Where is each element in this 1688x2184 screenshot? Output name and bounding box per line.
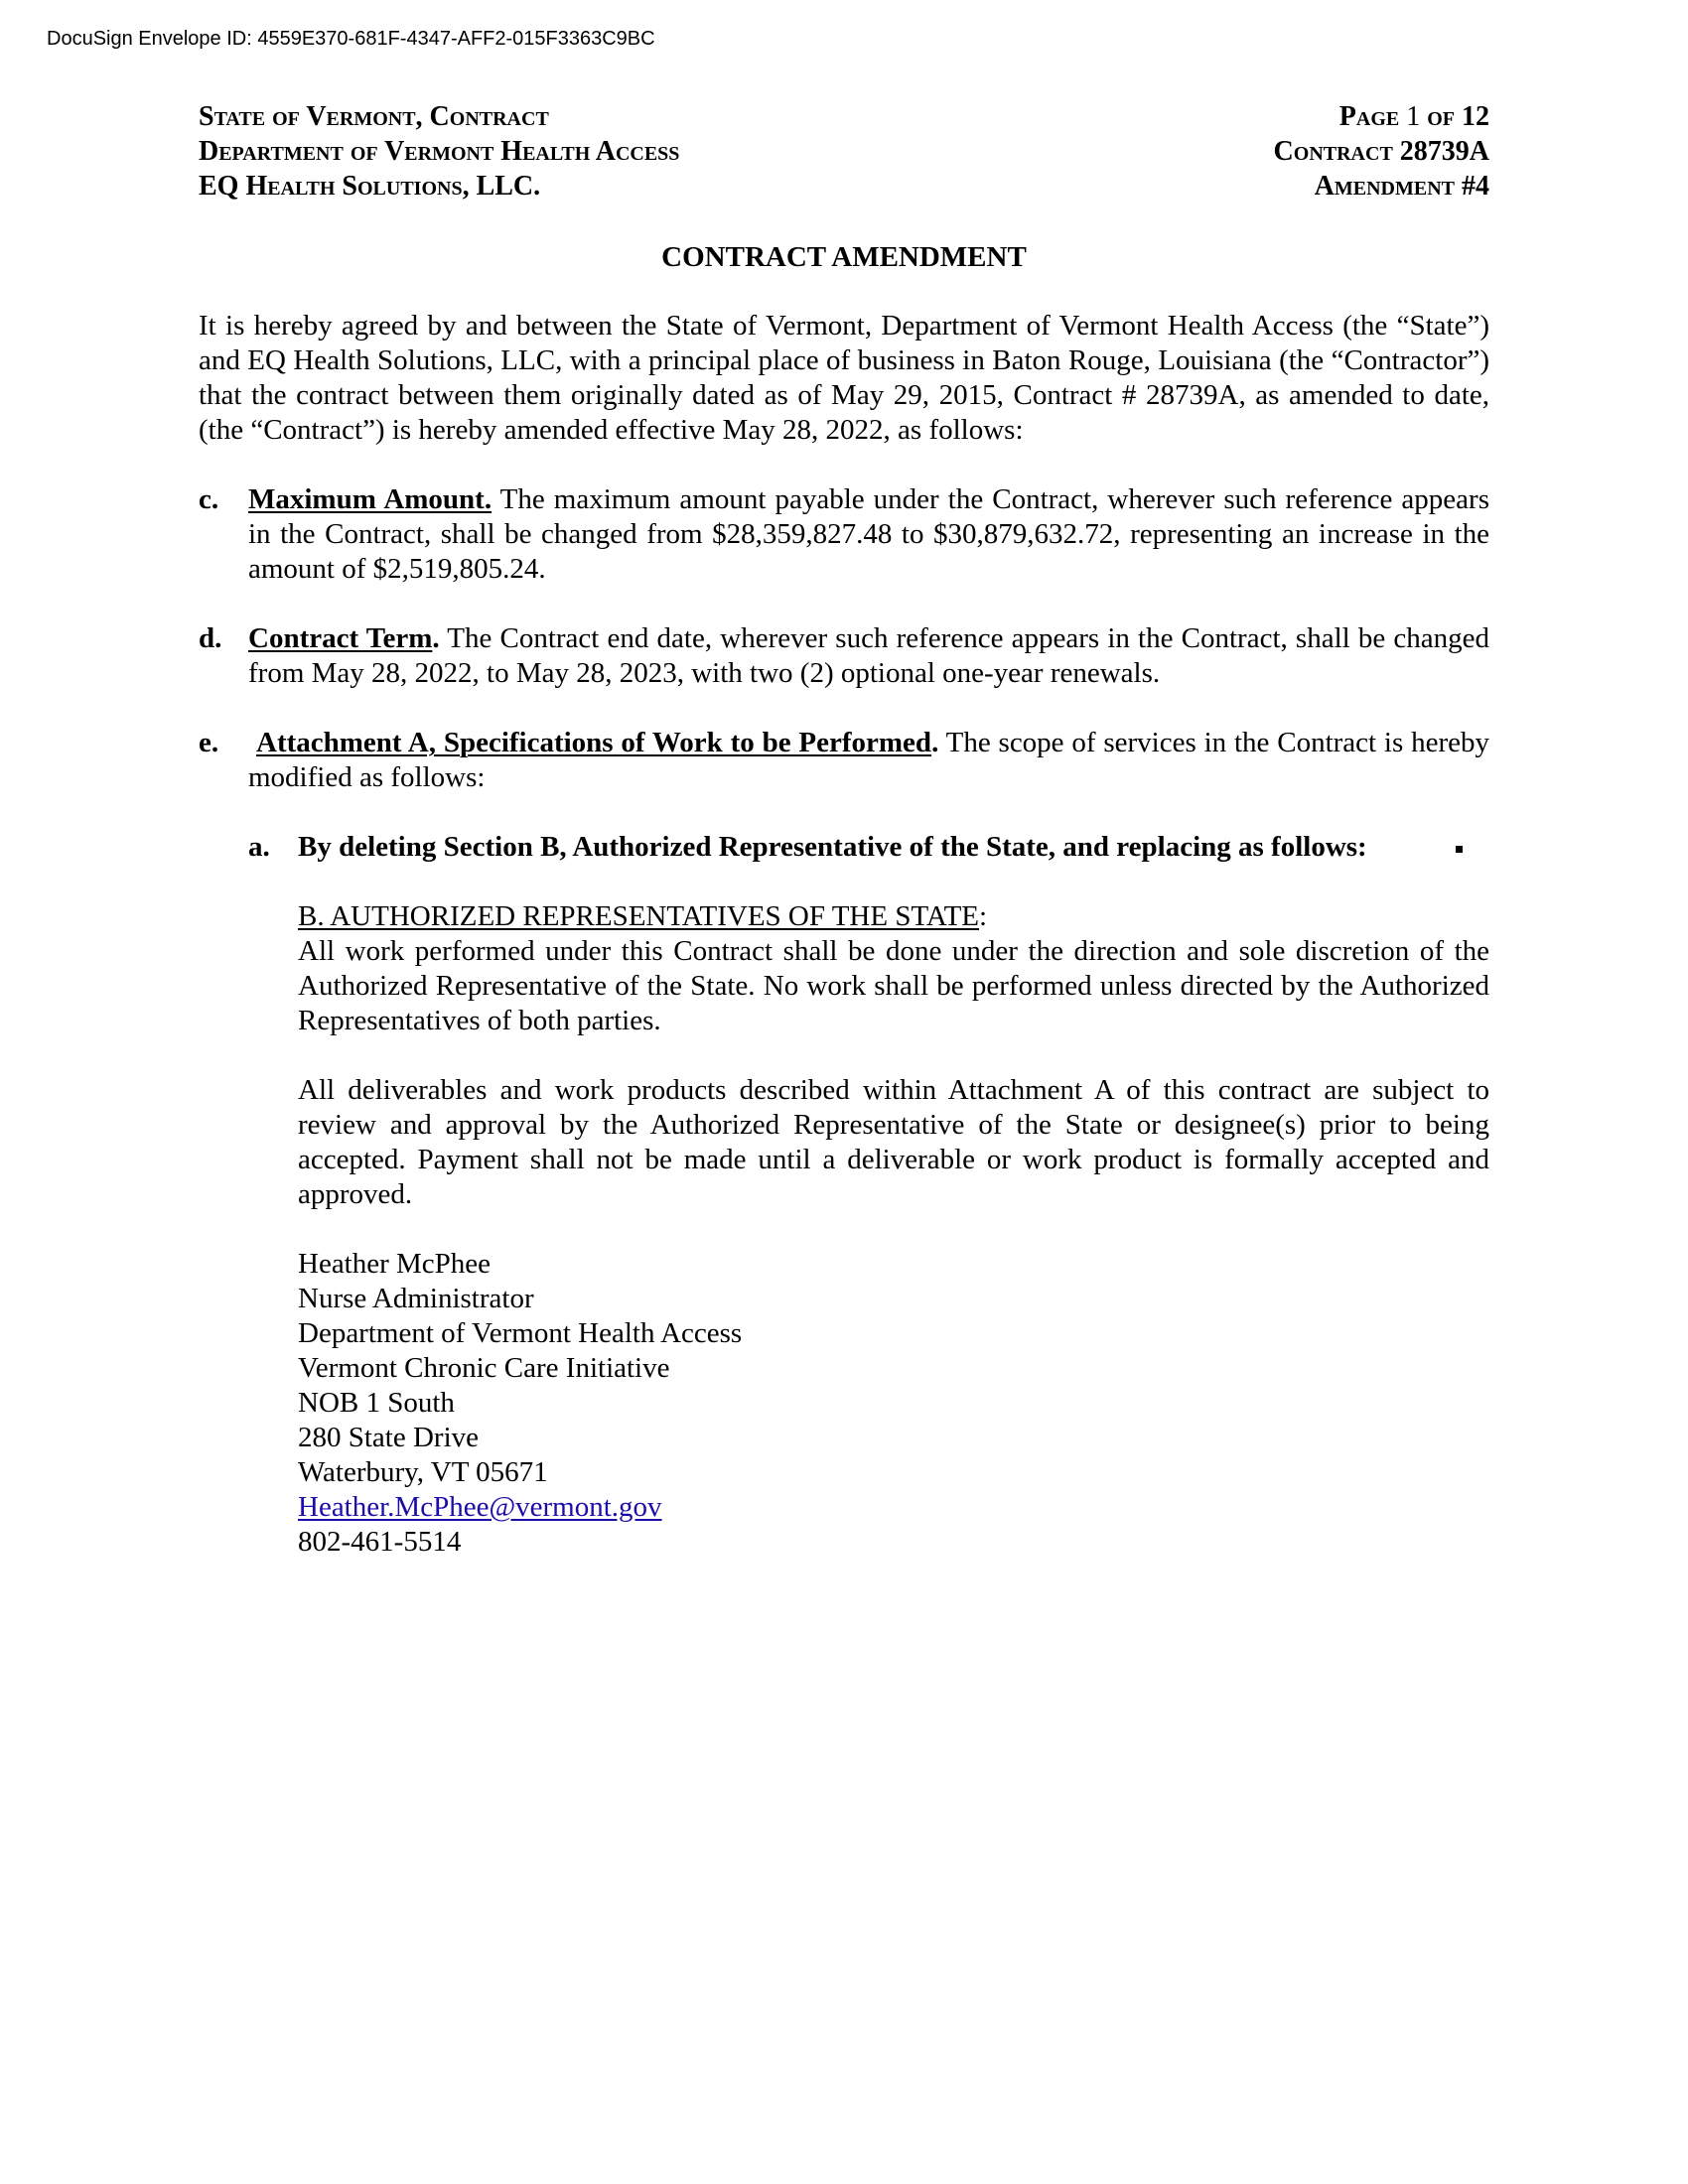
section-b xyxy=(199,899,1489,1560)
item-body xyxy=(248,621,1489,691)
item-marker: e. xyxy=(199,727,219,758)
page-indicator xyxy=(1274,99,1489,134)
contact-city: Waterbury, VT 05671 xyxy=(298,1456,548,1488)
section-b-title-suffix: : xyxy=(979,900,988,932)
item-contract-term xyxy=(199,621,1489,691)
contact-street: 280 State Drive xyxy=(298,1422,480,1453)
contact-role: Nurse Administrator xyxy=(298,1283,534,1314)
item-heading: Maximum Amount. xyxy=(248,483,492,515)
header-right xyxy=(1274,99,1489,204)
header-left xyxy=(199,99,679,204)
header-amendment-number: Amendment #4 xyxy=(1314,171,1489,202)
page-number: 1 xyxy=(1406,101,1421,132)
header-contract-number: Contract 28739A xyxy=(1273,136,1489,167)
item-text: The maximum amount payable under the Contract, wherever such reference appears in the Contract, shall be changed from $28,359,827.48 to $30,879,632.72, representing an increase in the amount of $2,519,805.24. xyxy=(248,483,1489,585)
item-heading-period: . xyxy=(432,622,440,654)
subitem-marker: a. xyxy=(248,831,270,863)
section-b-heading xyxy=(298,899,1489,934)
contact-phone: 802-461-5514 xyxy=(298,1526,462,1558)
item-body xyxy=(248,726,1489,795)
item-marker: d. xyxy=(199,622,222,654)
docusign-envelope-id: DocuSign Envelope ID: 4559E370-681F-4347-AFF2-015F3363C9BC xyxy=(47,28,655,50)
item-heading: Attachment A, Specifications of Work to be Performed xyxy=(256,727,932,758)
section-b-paragraph-2: All deliverables and work products described within Attachment A of this contract are subject to review and approval by the Authorized Representative of the State or designee(s) prior to being accepted. Payment shall not be made until a deliverable or work product is formally accepted and approved. xyxy=(298,1074,1489,1210)
item-heading: Contract Term xyxy=(248,622,433,654)
item-body xyxy=(248,482,1489,587)
document-title: CONTRACT AMENDMENT xyxy=(661,241,1027,273)
item-marker: c. xyxy=(199,483,219,515)
item-attachment-a xyxy=(199,726,1489,795)
item-heading-period: . xyxy=(931,727,939,758)
header-state-contract: State of Vermont, Contract xyxy=(199,101,549,132)
subitem-text: By deleting Section B, Authorized Representative of the State, and replacing as follows: xyxy=(298,831,1367,863)
contact-name: Heather McPhee xyxy=(298,1248,492,1280)
item-text: The scope of services in the Contract is hereby modified as follows: xyxy=(248,727,1489,793)
contact-program: Vermont Chronic Care Initiative xyxy=(298,1352,670,1384)
contact-block xyxy=(298,1247,1489,1560)
contact-email-link[interactable]: Heather.McPhee@vermont.gov xyxy=(298,1491,662,1523)
section-b-paragraph-1: All work performed under this Contract shall be done under the direction and sole discretion of the Authorized Representative of the State. No work shall be performed unless directed by the Authorized Representatives of both parties. xyxy=(298,935,1489,1036)
item-maximum-amount xyxy=(199,482,1489,587)
page-suffix: of 12 xyxy=(1420,101,1489,132)
item-text: The Contract end date, wherever such reference appears in the Contract, shall be changed from May 28, 2022, to May 28, 2023, with two (2) optional one-year renewals. xyxy=(248,622,1490,689)
stray-mark xyxy=(1456,846,1463,853)
header-contractor: EQ Health Solutions, LLC. xyxy=(199,171,541,202)
header-department: Department of Vermont Health Access xyxy=(199,136,680,167)
contact-department: Department of Vermont Health Access xyxy=(298,1317,743,1349)
document-body xyxy=(199,309,1489,1560)
intro-paragraph: It is hereby agreed by and between the State of Vermont, Department of Vermont Health Access (the “State”) and EQ Health Solutions, LLC, with a principal place of business in Baton Rouge, Louisiana (the “Contractor”) that the contract between them originally dated as of May 29, 2015, Contract # 28739A, as amended to date, (the “Contract”) is hereby amended effective May 28, 2022, as follows: xyxy=(199,310,1489,446)
contact-office: NOB 1 South xyxy=(298,1387,455,1419)
subitem-delete-section-b xyxy=(199,830,1489,865)
page-prefix: Page xyxy=(1338,101,1407,132)
section-b-title: B. AUTHORIZED REPRESENTATIVES OF THE STATE xyxy=(298,900,980,932)
